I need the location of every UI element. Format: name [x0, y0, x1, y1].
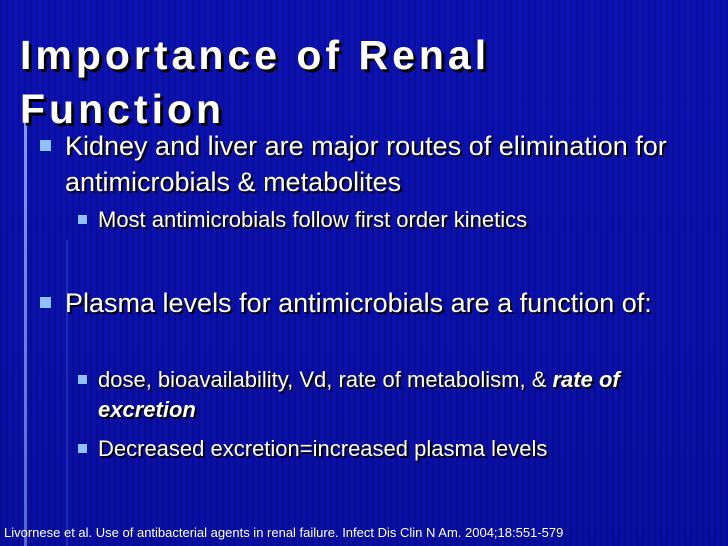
- citation: Livornese et al. Use of antibacterial agents in renal failure. Infect Dis Clin N Am. 2004;18:551-579: [4, 525, 564, 540]
- sub-bullet-2-1-emphasis: rate of excretion: [98, 367, 620, 422]
- square-bullet-icon: [40, 140, 51, 151]
- sub-bullet-1-1-text: Most antimicrobials follow first order kinetics: [98, 207, 528, 232]
- square-bullet-icon: [78, 444, 87, 453]
- slide-title: Importance of Renal Function: [20, 32, 491, 132]
- square-bullet-icon: [78, 375, 87, 384]
- sub-bullet-2-1-main: dose, bioavailability, Vd, rate of metabolism, &: [98, 367, 553, 392]
- square-bullet-icon: [40, 297, 51, 308]
- bullet-1-text: Kidney and liver are major routes of elimination for antimicrobials & metabolites: [65, 131, 667, 197]
- sub-bullet-2-1-text: [98, 365, 698, 425]
- left-accent-line: [24, 120, 27, 546]
- bullet-2-text: Plasma levels for antimicrobials are a function of:: [65, 288, 652, 318]
- sub-bullet-2-2-text: Decreased excretion=increased plasma levels: [98, 436, 548, 461]
- square-bullet-icon: [78, 215, 87, 224]
